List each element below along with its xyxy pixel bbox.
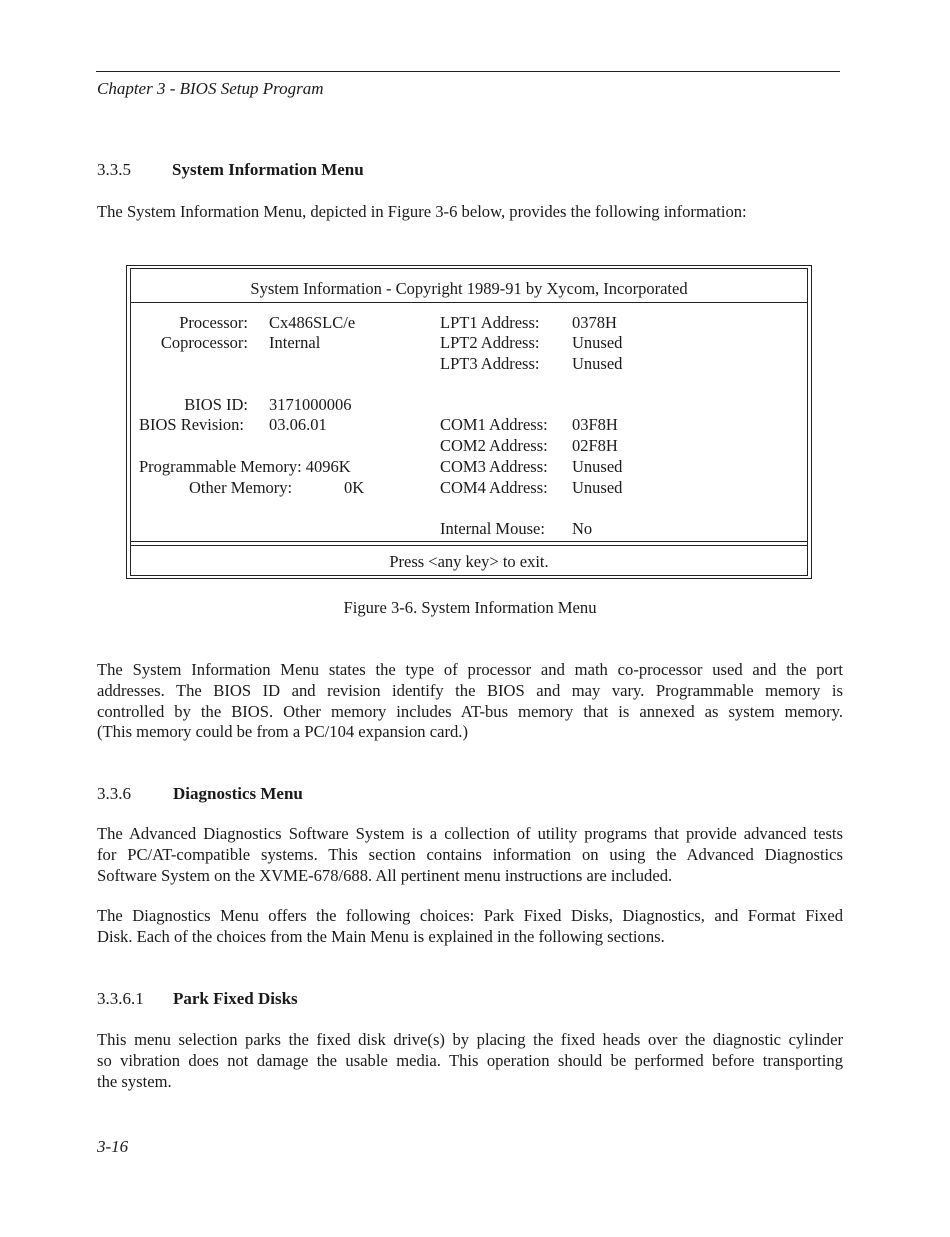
bios-id-value: 3171000006 [269,395,352,414]
coprocessor-value: Internal [269,333,321,352]
internal-mouse-label: Internal Mouse: [440,519,545,538]
bios-revision-label: BIOS Revision: [139,415,244,434]
figure-title: System Information - Copyright 1989-91 by Xycom, Incorporated [250,279,688,298]
header-rule [96,71,840,72]
com3-value: Unused [572,457,623,476]
paragraph-diagnostics-choices: The Diagnostics Menu offers the following choices: Park Fixed Disks, Diagnostics, and Format Fixed Disk. Each of the choices from the Main Menu is explained in the following sections. [97,906,843,946]
intro-paragraph: The System Information Menu, depicted in Figure 3-6 below, provides the following information: [97,202,747,221]
section-number: 3.3.6.1 [97,989,144,1008]
lpt2-value: Unused [572,333,623,352]
lpt3-value: Unused [572,354,623,373]
bios-id-label: BIOS ID: [184,395,248,414]
paragraph-diagnostics: The Advanced Diagnostics Software System is a collection of utility programs that provide advanced tests for PC/AT-compatible systems. This section contains information on using the Advanced Diagnostics Software System on the XVME-678/688. All pertinent menu instructions are included. [97,824,843,885]
lpt2-label: LPT2 Address: [440,333,540,352]
figure-footer-divider [130,541,808,542]
section-number: 3.3.6 [97,784,131,803]
figure-title-divider [130,302,808,303]
section-number: 3.3.5 [97,160,131,179]
figure-footer-divider-2 [130,545,808,546]
paragraph-system-info: The System Information Menu states the type of processor and math co-processor used and the port addresses. The BIOS ID and revision identify the BIOS and may vary. Programmable memory is controlled by the BIOS. Other memory includes AT-bus memory that is annexed as system memory. (This memory could be from a PC/104 expansion card.) [97,660,843,742]
figure-footer: Press <any key> to exit. [389,552,549,571]
section-title: System Information Menu [172,160,364,179]
com4-label: COM4 Address: [440,478,548,497]
lpt1-value: 0378H [572,313,617,332]
processor-label: Processor: [179,313,248,332]
com1-label: COM1 Address: [440,415,548,434]
chapter-header: Chapter 3 - BIOS Setup Program [97,79,324,98]
section-title: Park Fixed Disks [173,989,298,1008]
other-memory-value: 0K [344,478,365,497]
section-title: Diagnostics Menu [173,784,303,803]
other-memory-label: Other Memory: [189,478,293,497]
figure-caption: Figure 3-6. System Information Menu [343,598,597,617]
page-number: 3-16 [97,1137,129,1156]
internal-mouse-value: No [572,519,593,538]
lpt3-label: LPT3 Address: [440,354,540,373]
com1-value: 03F8H [572,415,618,434]
com2-value: 02F8H [572,436,618,455]
lpt1-label: LPT1 Address: [440,313,540,332]
com3-label: COM3 Address: [440,457,548,476]
com2-label: COM2 Address: [440,436,548,455]
paragraph-park-fixed-disks: This menu selection parks the fixed disk drive(s) by placing the fixed heads over the diagnostic cylinder so vibration does not damage the usable media. This operation should be performed before transporting the system. [97,1030,843,1091]
com4-value: Unused [572,478,623,497]
processor-value: Cx486SLC/e [269,313,356,332]
programmable-memory: Programmable Memory: 4096K [139,457,351,476]
bios-revision-value: 03.06.01 [269,415,327,434]
coprocessor-label: Coprocessor: [160,333,248,352]
